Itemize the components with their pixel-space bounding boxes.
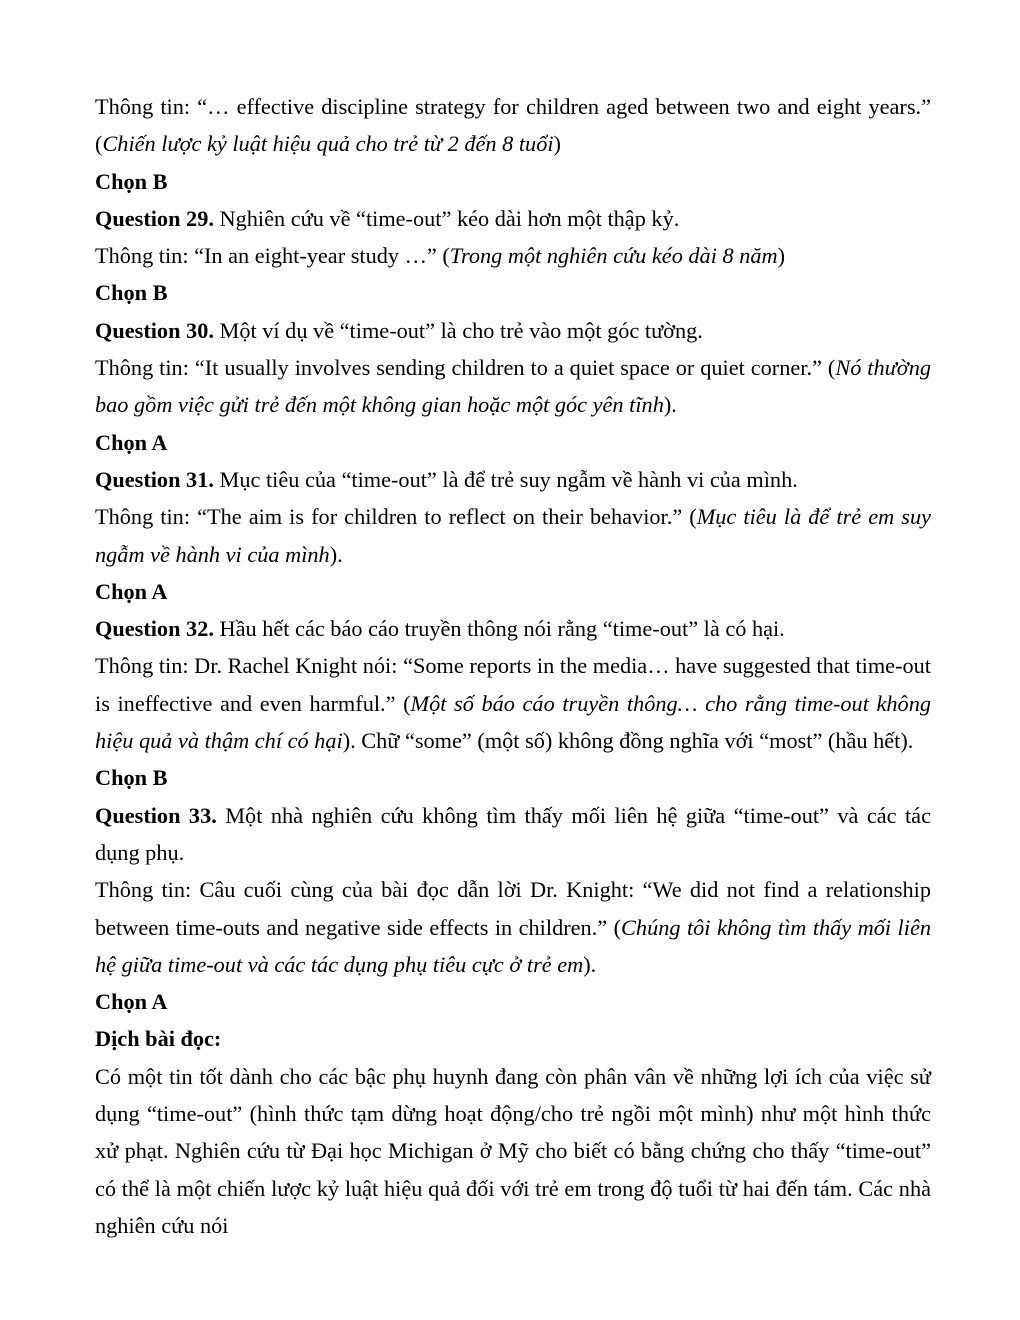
text-run: Thông tin: Dr. Rachel Knight nói: “Some reports in the media… have suggested that time-out is ineffective and even harmful.” ( [95, 653, 931, 716]
text-run: Một nhà nghiên cứu không tìm thấy mối liên hệ giữa “time-out” và các tác dụng phụ. [95, 802, 931, 865]
text-run: Trong một nghiên cứu kéo dài 8 năm [449, 243, 778, 269]
answer-question-32 [95, 759, 931, 796]
text-run: ) [553, 131, 561, 157]
text-run: Thông tin: “The aim is for children to reflect on their behavior.” ( [95, 504, 697, 530]
text-run: Một ví dụ về “time-out” là cho trẻ vào một góc tường. [213, 317, 703, 343]
reading-translation-paragraph [95, 1058, 931, 1244]
info-question-28 [95, 88, 931, 163]
question-32 [95, 610, 931, 647]
text-run: Question 32. [95, 616, 214, 642]
text-run: Chọn B [95, 765, 168, 791]
info-question-33 [95, 871, 931, 983]
text-run: Question 29. [95, 205, 214, 231]
text-run: Mục tiêu là để trẻ em suy ngẫm về hành vi của mình [95, 504, 932, 567]
question-30 [95, 312, 931, 349]
text-run: Chọn A [95, 578, 168, 604]
answer-question-28 [95, 163, 931, 200]
text-run: ). Chữ “some” (một số) không đồng nghĩa với “most” (hầu hết). [342, 728, 914, 754]
text-run: Chiến lược kỷ luật hiệu quả cho trẻ từ 2 đến 8 tuổi [102, 131, 554, 157]
answer-question-33 [95, 983, 931, 1020]
text-run: Chọn A [95, 989, 168, 1015]
info-question-30 [95, 349, 931, 424]
text-run: ). [583, 951, 597, 977]
answer-question-31 [95, 573, 931, 610]
document-body [95, 88, 931, 1244]
text-run: ). [663, 392, 677, 418]
text-run: ) [777, 243, 786, 269]
info-question-31 [95, 498, 931, 573]
text-run: Nó thường bao gồm việc gửi trẻ đến một không gian hoặc một góc yên tĩnh [95, 355, 932, 418]
info-question-29 [95, 237, 931, 274]
reading-translation-heading [95, 1020, 931, 1057]
text-run: Chọn A [95, 429, 168, 455]
text-run: Dịch bài đọc: [95, 1026, 222, 1052]
answer-question-29 [95, 274, 931, 311]
text-run: Question 30. [95, 317, 214, 343]
answer-question-30 [95, 424, 931, 461]
text-run: Question 31. [95, 466, 214, 492]
text-run: Thông tin: Câu cuối cùng của bài đọc dẫn lời Dr. Knight: “We did not find a relationship between time-outs and negative side effects in children.” ( [95, 877, 931, 940]
text-run: Mục tiêu của “time-out” là để trẻ suy ngẫm về hành vi của mình. [213, 466, 798, 492]
question-29 [95, 200, 931, 237]
text-run: Chọn B [95, 280, 168, 306]
info-question-32 [95, 647, 931, 759]
text-run: Chúng tôi không tìm thấy mối liên hệ giữa time-out và các tác dụng phụ tiêu cực ở trẻ em [95, 914, 931, 977]
text-run: Thông tin: “In an eight-year study …” ( [95, 243, 450, 269]
question-31 [95, 461, 931, 498]
text-run: Thông tin: “… effective discipline strategy for children aged between two and eight years.” ( [95, 94, 931, 157]
text-run: Thông tin: “It usually involves sending children to a quiet space or quiet corner.” ( [95, 355, 836, 381]
text-run: Chọn B [95, 168, 168, 194]
text-run: Question 33. [95, 802, 217, 828]
text-run: ). [329, 541, 343, 567]
question-33 [95, 797, 931, 872]
text-run: Nghiên cứu về “time-out” kéo dài hơn một thập kỷ. [213, 205, 680, 231]
text-run: Một số báo cáo truyền thông… cho rằng time-out không hiệu quả và thậm chí có hại [95, 690, 931, 754]
text-run: Hầu hết các báo cáo truyền thông nói rằng “time-out” là có hại. [213, 616, 785, 642]
text-run: Có một tin tốt dành cho các bậc phụ huynh đang còn phân vân về những lợi ích của việc sử dụng “time-out” (hình thức tạm dừng hoạt động/cho trẻ ngồi một mình) như một hình thức xử phạt. Nghiên cứu từ Đại học Michigan ở Mỹ cho biết có bằng chứng cho thấy “time-out” có thể là một chiến lược kỷ luật hiệu quả đối với trẻ em trong độ tuổi từ hai đến tám. Các nhà nghiên cứu nói [95, 1063, 931, 1238]
